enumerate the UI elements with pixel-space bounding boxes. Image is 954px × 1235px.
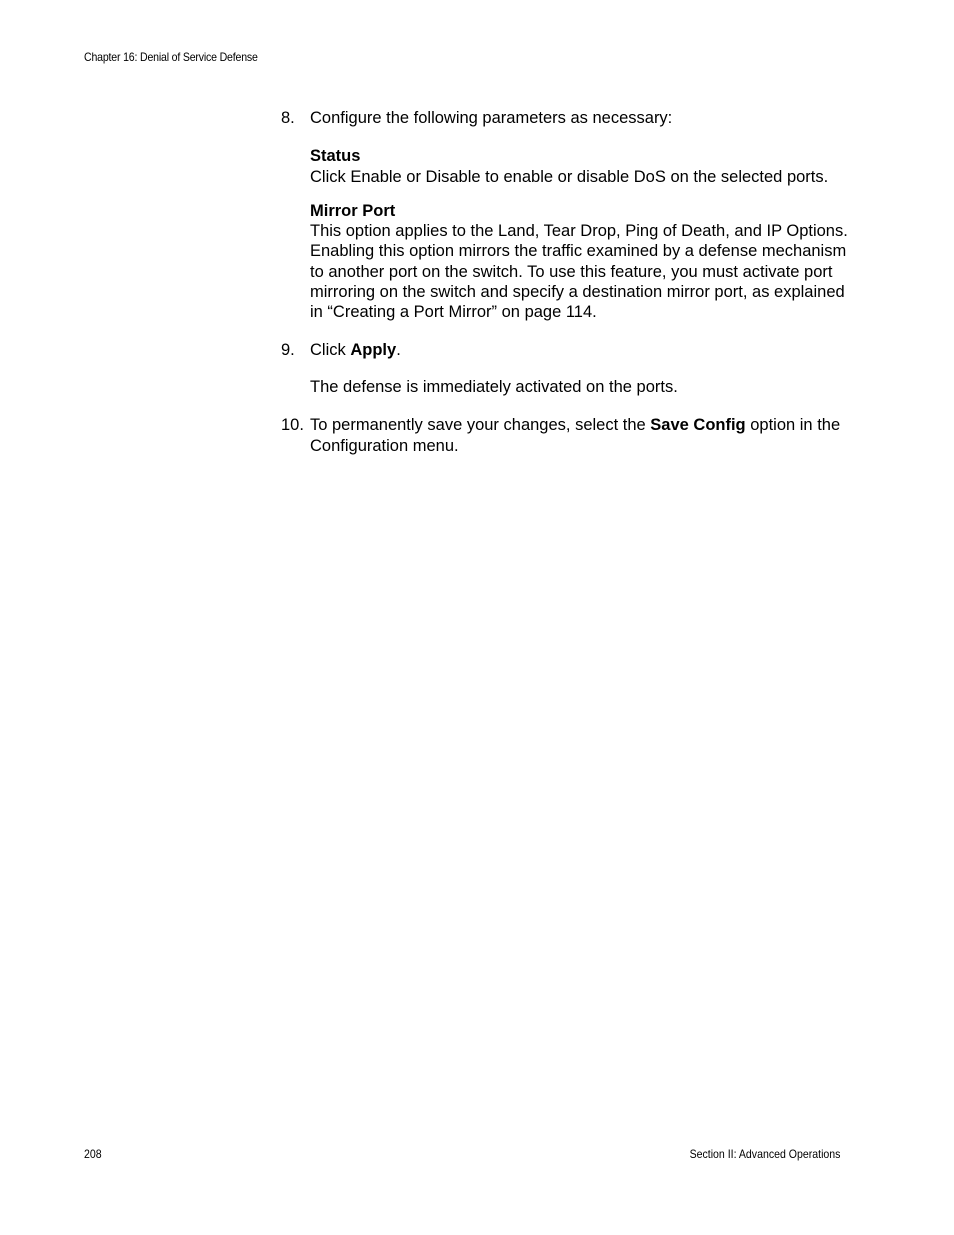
step-9-result: The defense is immediately activated on the ports. [310, 377, 678, 396]
running-footer-section: Section II: Advanced Operations [689, 1147, 840, 1161]
step-text-suffix: option in the Configuration menu. [310, 416, 841, 455]
save-config-label: Save Config [650, 416, 746, 435]
param-status [310, 146, 861, 187]
step-text-prefix: Click [310, 340, 351, 359]
param-description: Click Enable or Disable to enable or disable DoS on the selected ports. [310, 167, 829, 186]
step-text: Configure the following parameters as necessary: [310, 109, 673, 127]
step-text [310, 415, 861, 456]
param-title: Status [310, 147, 361, 166]
step-number: 10. [281, 416, 304, 435]
step-number: 8. [281, 109, 295, 127]
step-number: 9. [281, 340, 295, 359]
param-mirror-port [310, 201, 861, 323]
step-8 [281, 108, 861, 128]
page-content [281, 108, 861, 456]
running-header: Chapter 16: Denial of Service Defense [84, 50, 258, 64]
step-9 [281, 340, 861, 360]
param-description: This option applies to the Land, Tear Drop, Ping of Death, and IP Options. Enabling this option mirrors the traffic examined by a defense mechanism to another port on the switch. To use this feature, you must activate port mirroring on the switch and specify a destination mirror port, as explained in “Creating a Port Mirror” on page 114. [310, 222, 848, 322]
apply-label: Apply [350, 340, 397, 359]
page-number: 208 [84, 1147, 102, 1161]
step-10 [281, 415, 861, 456]
param-title: Mirror Port [310, 201, 396, 220]
step-text-prefix: To permanently save your changes, select the [310, 416, 651, 435]
step-text-suffix: . [396, 340, 401, 359]
step-text [310, 340, 861, 360]
